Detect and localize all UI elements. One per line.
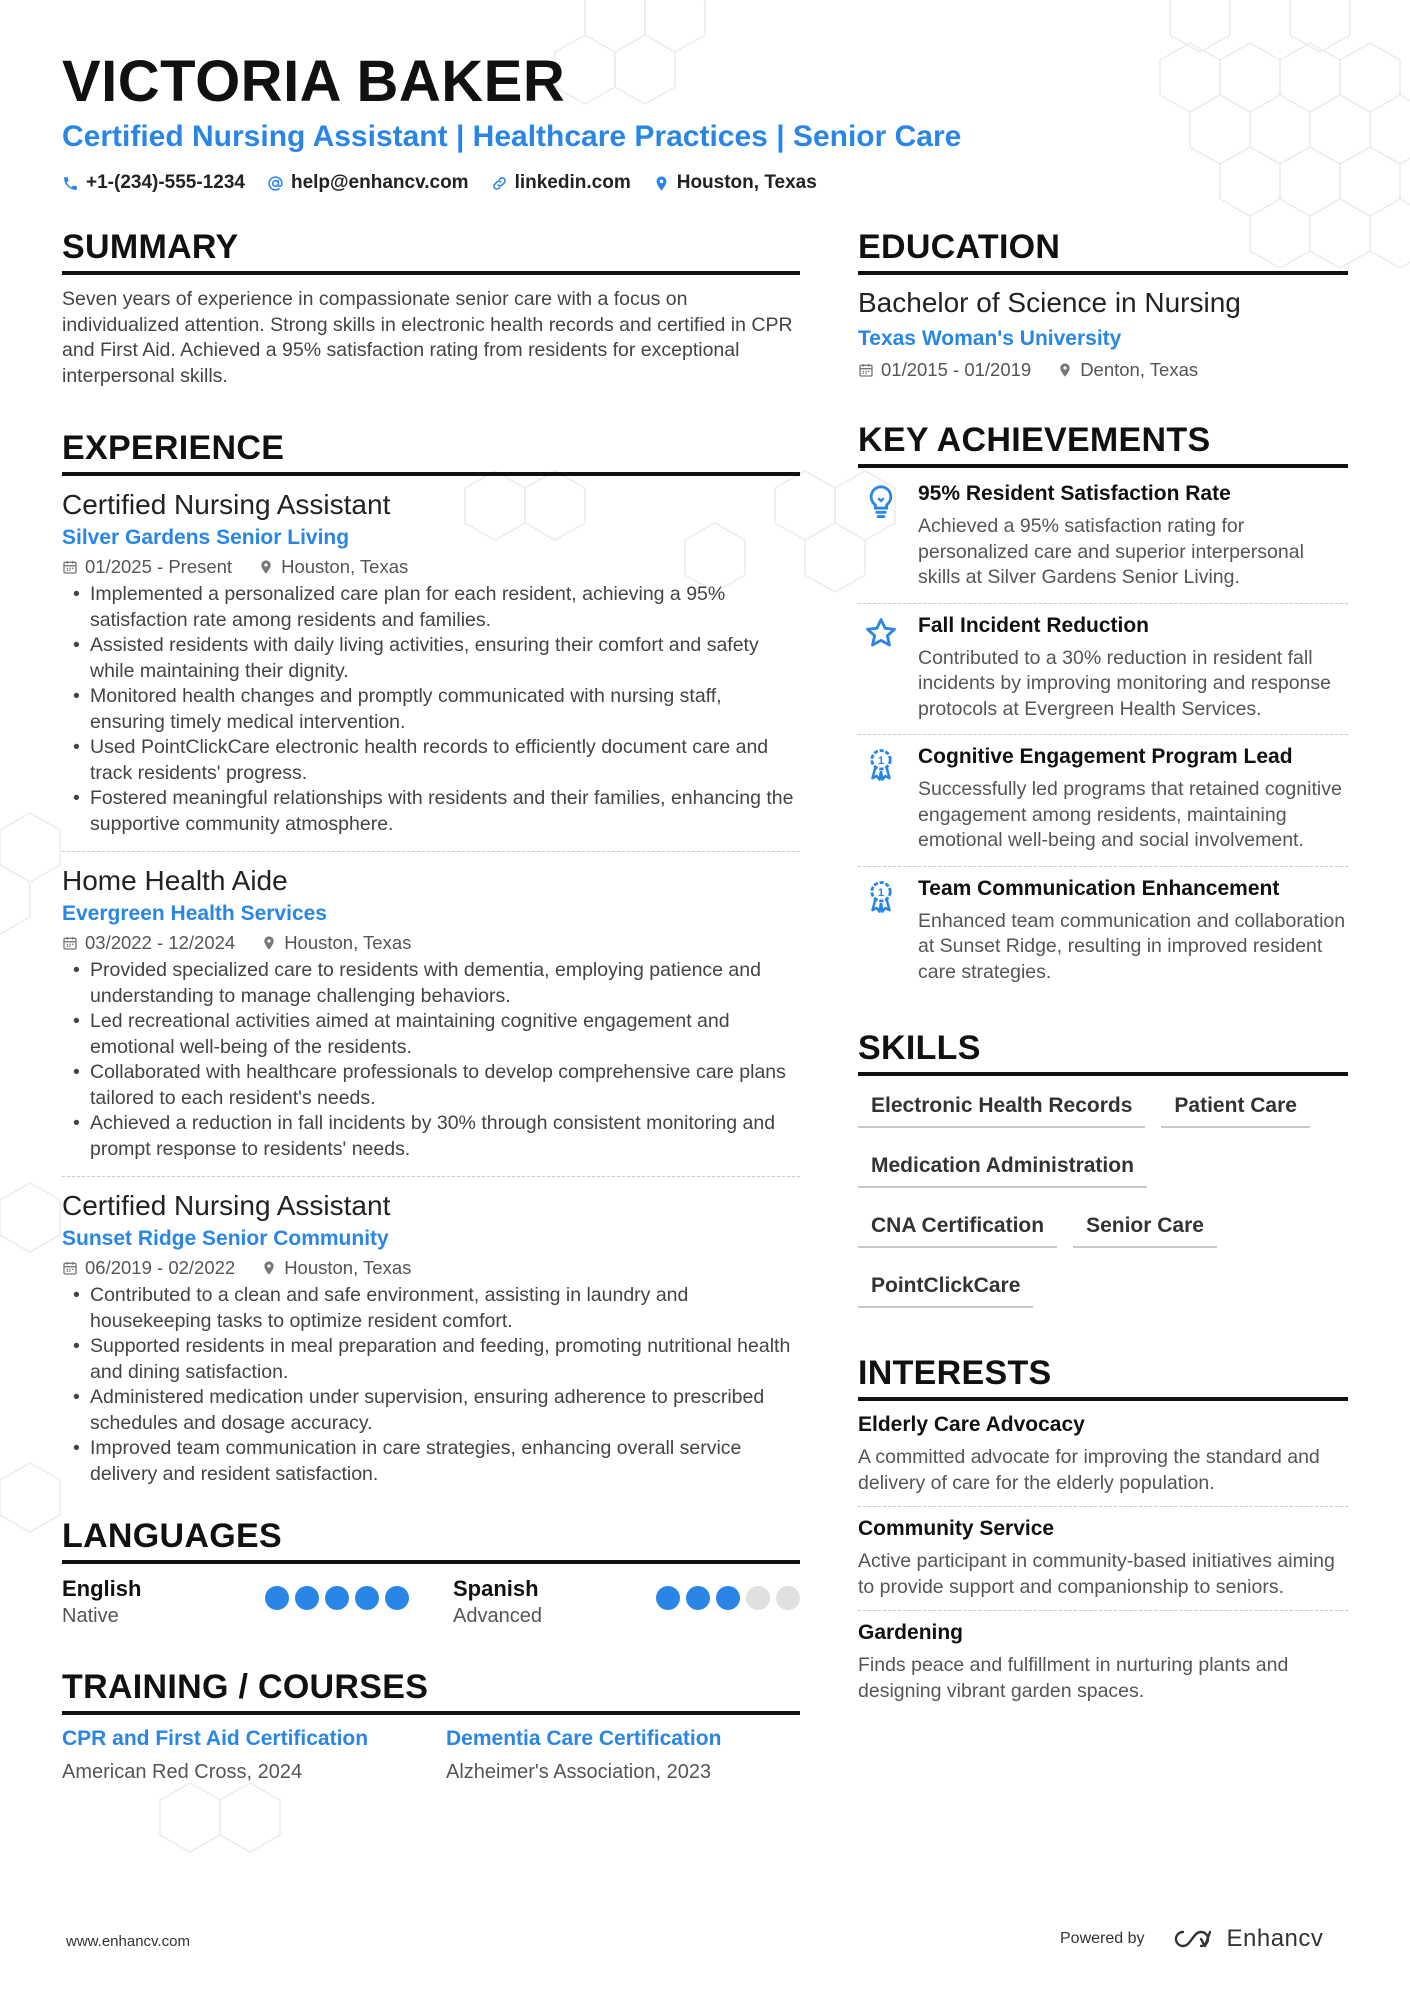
- job-location: [258, 556, 408, 578]
- training-section: [62, 1668, 800, 1784]
- job-entry: [62, 1176, 800, 1495]
- contact-email-text: help@enhancv.com: [290, 172, 469, 193]
- achievements-section: [858, 421, 1348, 997]
- job-dates-text: 06/2019 - 02/2022: [85, 1257, 236, 1278]
- job-location-text: Houston, Texas: [284, 1257, 412, 1278]
- interest-desc: Finds peace and fulfillment in nurturing plants and designing vibrant garden spaces.: [858, 1654, 1289, 1702]
- job-bullet: • Assisted residents with daily living activities, ensuring their comfort and safety while maintaining their dignity.: [62, 633, 800, 684]
- summary-section: [62, 228, 800, 389]
- language-name: English: [62, 1576, 142, 1601]
- languages-list: [62, 1576, 800, 1628]
- achievement-desc: Enhanced team communication and collaboration at Sunset Ridge, resulting in improved resident care strategies.: [918, 909, 1346, 983]
- interests-heading: INTERESTS: [858, 1354, 1348, 1401]
- languages-heading: LANGUAGES: [62, 1517, 800, 1564]
- job-company[interactable]: Evergreen Health Services: [62, 902, 327, 925]
- job-meta: [62, 1257, 800, 1279]
- achievement-desc: Successfully led programs that retained cognitive engagement among residents, maintaining emotional well-being and social involvement.: [918, 778, 1342, 851]
- education-dates: [858, 359, 1031, 381]
- education-meta: [858, 359, 1348, 381]
- map-pin-icon: [258, 559, 274, 575]
- headline: Certified Nursing Assistant | Healthcare Practices | Senior Care: [62, 120, 962, 153]
- skill-tag: Medication Administration: [858, 1148, 1147, 1188]
- job-location-text: Houston, Texas: [281, 556, 409, 577]
- job-entry: [62, 488, 800, 845]
- interest-title: Gardening: [858, 1621, 964, 1644]
- map-pin-icon: [1057, 362, 1073, 378]
- job-bullet: • Implemented a personalized care plan for each resident, achieving a 95% satisfaction rate among residents and families.: [62, 582, 800, 633]
- enhancv-logo-icon: [1171, 1928, 1219, 1950]
- lightbulb-icon: [864, 484, 898, 518]
- job-title: Certified Nursing Assistant: [62, 489, 391, 520]
- rating-dot-filled: [355, 1586, 379, 1610]
- job-dates-text: 01/2025 - Present: [85, 556, 233, 577]
- interest-item: [858, 1506, 1348, 1610]
- achievement-desc: Contributed to a 30% reduction in resident fall incidents by improving monitoring and response protocols at Evergreen Health Services.: [918, 646, 1331, 720]
- map-pin-icon: [261, 935, 277, 951]
- contact-phone-text: +1-(234)-555-1234: [86, 172, 245, 193]
- achievement-title: Team Communication Enhancement: [918, 876, 1280, 900]
- job-dates: [62, 556, 232, 578]
- job-bullet: • Led recreational activities aimed at maintaining cognitive engagement and emotional well-being of the residents.: [62, 1009, 800, 1060]
- achievement-title: Cognitive Engagement Program Lead: [918, 745, 1293, 768]
- interest-desc: Active participant in community-based initiatives aiming to provide support and companionship to seniors.: [858, 1550, 1335, 1598]
- job-bullets: [62, 582, 800, 837]
- interests-section: [858, 1354, 1348, 1714]
- rating-dot-empty: [776, 1586, 800, 1610]
- achievement-item: [858, 603, 1348, 735]
- contact-phone[interactable]: [62, 172, 245, 194]
- job-dates: [62, 1257, 235, 1279]
- contact-linkedin-text: linkedin.com: [514, 172, 631, 193]
- left-column: [62, 228, 800, 1784]
- course-org: American Red Cross, 2024: [62, 1761, 303, 1783]
- job-location: [261, 932, 411, 954]
- skills-heading: SKILLS: [858, 1029, 1348, 1076]
- achievement-item: [858, 866, 1348, 998]
- course-title[interactable]: CPR and First Aid Certification: [62, 1727, 369, 1750]
- course-org: Alzheimer's Association, 2023: [446, 1761, 712, 1783]
- job-dates: [62, 932, 235, 954]
- phone-icon: [62, 175, 79, 192]
- skill-tag: CNA Certification: [858, 1208, 1057, 1248]
- rating-dot-filled: [686, 1586, 710, 1610]
- rating-dot-filled: [385, 1586, 409, 1610]
- skills-list: [858, 1088, 1348, 1308]
- job-bullets: [62, 1283, 800, 1487]
- education-location: [1057, 359, 1198, 381]
- achievement-item: [858, 472, 1348, 603]
- achievement-title: 95% Resident Satisfaction Rate: [918, 482, 1231, 505]
- skill-tag: Senior Care: [1073, 1208, 1217, 1248]
- education-section: [858, 228, 1348, 381]
- interest-title: Community Service: [858, 1517, 1055, 1540]
- experience-section: [62, 429, 800, 1495]
- contact-location: [653, 172, 817, 194]
- calendar-icon: [62, 559, 78, 575]
- brand-name: Enhancv: [1226, 1925, 1324, 1952]
- rating-dot-filled: [295, 1586, 319, 1610]
- brand-logo[interactable]: [1171, 1925, 1324, 1953]
- achievement-desc: Achieved a 95% satisfaction rating for personalized care and superior interpersonal skills at Silver Gardens Senior Living.: [918, 515, 1304, 588]
- course-list: [62, 1727, 800, 1784]
- education-heading: EDUCATION: [858, 228, 1348, 275]
- languages-section: [62, 1517, 800, 1628]
- summary-heading: SUMMARY: [62, 228, 800, 275]
- language-item: [453, 1576, 800, 1628]
- job-bullet: • Provided specialized care to residents with dementia, employing patience and understanding to manage challenging behaviors.: [62, 958, 800, 1009]
- course-item: [62, 1727, 392, 1784]
- language-rating: [656, 1586, 800, 1610]
- award-ribbon-icon: [864, 879, 898, 913]
- interest-item: [858, 1610, 1348, 1714]
- interest-desc: A committed advocate for improving the standard and delivery of care for the elderly population.: [858, 1446, 1320, 1494]
- education-location-text: Denton, Texas: [1080, 359, 1199, 380]
- footer-branding: [1060, 1925, 1323, 1953]
- contact-email[interactable]: [267, 172, 469, 194]
- footer-website[interactable]: www.enhancv.com: [66, 1933, 190, 1950]
- rating-dot-filled: [656, 1586, 680, 1610]
- language-name: Spanish: [453, 1576, 539, 1601]
- job-dates-text: 03/2022 - 12/2024: [85, 932, 236, 953]
- job-bullet: • Improved team communication in care strategies, enhancing overall service delivery and resident satisfaction.: [62, 1436, 800, 1487]
- job-bullet: • Fostered meaningful relationships with residents and their families, enhancing the supportive community atmosphere.: [62, 786, 800, 837]
- job-bullet: • Monitored health changes and promptly communicated with nursing staff, ensuring timely medical intervention.: [62, 684, 800, 735]
- candidate-name: VICTORIA BAKER: [62, 49, 566, 114]
- contact-location-text: Houston, Texas: [676, 172, 817, 193]
- skills-section: [858, 1029, 1348, 1308]
- link-icon: [491, 175, 508, 192]
- achievement-title: Fall Incident Reduction: [918, 613, 1150, 637]
- calendar-icon: [62, 1260, 78, 1276]
- language-level: Native: [62, 1605, 119, 1627]
- education-degree: Bachelor of Science in Nursing: [858, 287, 1241, 318]
- education-dates-text: 01/2015 - 01/2019: [881, 359, 1032, 380]
- job-bullet: • Contributed to a clean and safe environment, assisting in laundry and housekeeping tasks to optimize resident comfort.: [62, 1283, 800, 1334]
- powered-by-label: Powered by: [1060, 1930, 1145, 1947]
- calendar-icon: [62, 935, 78, 951]
- job-title: Certified Nursing Assistant: [62, 1190, 391, 1221]
- interest-item: [858, 1409, 1348, 1506]
- job-entry: [62, 851, 800, 1170]
- achievements-heading: KEY ACHIEVEMENTS: [858, 421, 1348, 468]
- job-company[interactable]: Silver Gardens Senior Living: [62, 526, 350, 549]
- language-item: [62, 1576, 409, 1628]
- skill-tag: Patient Care: [1161, 1088, 1310, 1128]
- skill-tag: PointClickCare: [858, 1268, 1033, 1308]
- summary-text: Seven years of experience in compassionate senior care with a focus on individualized attention. Strong skills in electronic health records and certified in CPR and First Aid. Achieved a 95% satisfaction rating from residents for exceptional interpersonal skills.: [62, 288, 793, 387]
- course-title[interactable]: Dementia Care Certification: [446, 1727, 722, 1750]
- map-pin-icon: [653, 175, 670, 192]
- education-school[interactable]: Texas Woman's University: [858, 327, 1122, 350]
- job-meta: [62, 932, 800, 954]
- rating-dot-empty: [746, 1586, 770, 1610]
- interest-title: Elderly Care Advocacy: [858, 1413, 1085, 1436]
- job-title: Home Health Aide: [62, 865, 288, 896]
- rating-dot-filled: [716, 1586, 740, 1610]
- job-location: [261, 1257, 411, 1279]
- award-ribbon-icon: [864, 747, 898, 781]
- rating-dot-filled: [265, 1586, 289, 1610]
- rating-dot-filled: [325, 1586, 349, 1610]
- language-rating: [265, 1586, 409, 1610]
- achievement-item: [858, 734, 1348, 866]
- job-location-text: Houston, Texas: [284, 932, 412, 953]
- calendar-icon: [858, 362, 874, 378]
- svg-text:1: 1: [877, 755, 885, 767]
- job-company[interactable]: Sunset Ridge Senior Community: [62, 1227, 389, 1250]
- training-heading: TRAINING / COURSES: [62, 1668, 800, 1715]
- course-item: [446, 1727, 776, 1784]
- job-bullet: • Used PointClickCare electronic health records to efficiently document care and track residents' progress.: [62, 735, 800, 786]
- job-meta: [62, 556, 800, 578]
- language-level: Advanced: [453, 1605, 542, 1627]
- job-bullet: • Supported residents in meal preparation and feeding, promoting nutritional health and dining satisfaction.: [62, 1334, 800, 1385]
- map-pin-icon: [261, 1260, 277, 1276]
- right-column: [858, 228, 1348, 1714]
- job-bullet: • Collaborated with healthcare professionals to develop comprehensive care plans tailored to each resident's needs.: [62, 1060, 800, 1111]
- at-sign-icon: [267, 175, 284, 192]
- contact-linkedin[interactable]: [491, 172, 631, 194]
- job-bullet: • Administered medication under supervision, ensuring adherence to prescribed schedules and dosage accuracy.: [62, 1385, 800, 1436]
- skill-tag: Electronic Health Records: [858, 1088, 1145, 1128]
- contact-bar: [62, 172, 817, 194]
- experience-heading: EXPERIENCE: [62, 429, 800, 476]
- job-bullet: • Achieved a reduction in fall incidents by 30% through consistent monitoring and prompt response to residents' needs.: [62, 1111, 800, 1162]
- star-icon: [864, 616, 898, 650]
- svg-text:1: 1: [877, 886, 885, 899]
- job-bullets: [62, 958, 800, 1162]
